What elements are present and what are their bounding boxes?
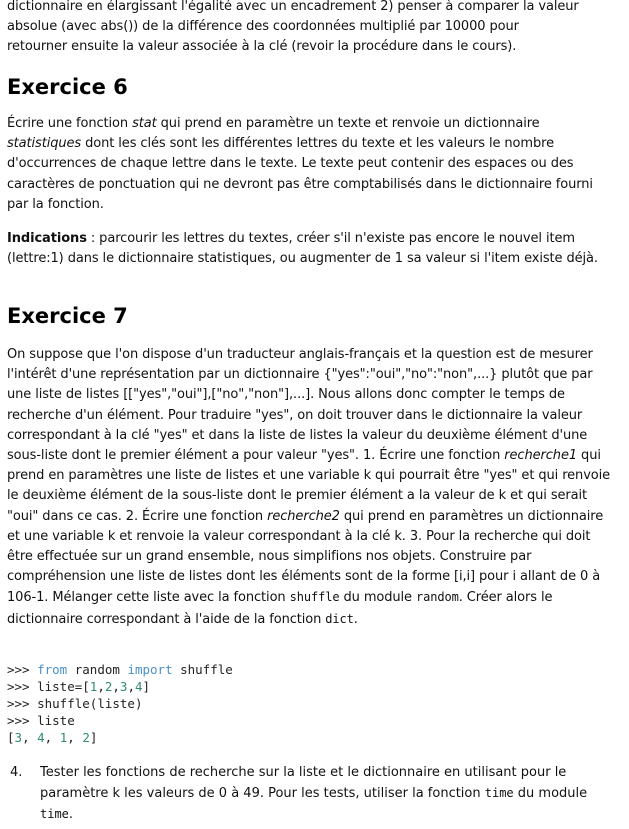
exercise-6-statement bbox=[7, 114, 613, 215]
intro-line: retourner ensuite la valeur associée à la clé (revoir la procédure dans le cours). bbox=[7, 39, 517, 55]
code-text: ] bbox=[89, 730, 98, 745]
code-text: liste bbox=[37, 713, 75, 728]
function-name-stat: stat bbox=[132, 116, 157, 131]
text-run: On suppose que l'on dispose d'un traducteur anglais-français et la question est de mesurer l'intérêt d'une représentation par un dictionnaire {"yes":"oui","no":"non",...} plutôt que par une liste de listes [["yes","oui"],["no","non"],...]. Nous allons donc compter le temps de recherche d'un élément. Pour traduire "yes", on doit trouver dans le dictionnaire la valeur correspondant à la clé "yes" et dans la liste de listes la valeur du deuxième élément d'une sous-liste dont le premier élément a pour valeur "yes". 1. Écrire une fonction bbox=[7, 347, 593, 464]
code-time-module: time bbox=[40, 807, 69, 822]
prompt: >>> bbox=[7, 696, 38, 711]
module-name: random bbox=[67, 662, 128, 677]
code-text: shuffle(liste) bbox=[37, 696, 143, 711]
number-literal: 4 bbox=[134, 679, 143, 694]
text-run: . bbox=[353, 611, 358, 627]
intro-line: absolue (avec abs()) de la différence des coordonnées multiplié par 10000 pour bbox=[7, 19, 519, 35]
text-run: Écrire une fonction bbox=[7, 116, 133, 131]
prompt: >>> bbox=[7, 713, 38, 728]
number-literal: 1 bbox=[89, 679, 98, 694]
function-name-recherche2: recherche2 bbox=[267, 508, 340, 524]
keyword-import: import bbox=[127, 662, 173, 677]
code-output-line: [3, 4, 1, 2] bbox=[7, 730, 98, 745]
code-dict: dict bbox=[325, 611, 354, 626]
keyword-from: from bbox=[37, 662, 68, 677]
code-line: >>> liste=[1,2,3,4] bbox=[7, 679, 151, 694]
number-literal: 2 bbox=[82, 730, 90, 745]
code-text: ] bbox=[142, 679, 151, 694]
text-run: qui prend en paramètre un texte et renvoie un dictionnaire bbox=[156, 116, 540, 131]
text-run: qui prend en paramètres une liste de listes et une variable k qui pourrait être "yes" et qui renvoie le deuxième élément de la sous-liste dont le premier élément a la valeur de k et qui serait "oui" dans ce cas. 2. Écrire une fonction bbox=[7, 448, 611, 524]
number-literal: 3 bbox=[119, 679, 128, 694]
function-name-recherche1: recherche1 bbox=[504, 448, 578, 464]
exercise-6-indications bbox=[7, 229, 613, 269]
code-text: [ bbox=[7, 730, 15, 745]
exercise-7-title: Exercice 7 bbox=[7, 304, 128, 328]
prompt: >>> bbox=[7, 679, 38, 694]
number-literal: 2 bbox=[104, 679, 113, 694]
number-literal: 3 bbox=[14, 730, 23, 745]
number-literal: 1 bbox=[59, 730, 68, 745]
import-name: shuffle bbox=[172, 662, 233, 677]
text-run: . bbox=[68, 807, 74, 823]
code-time-function: time bbox=[484, 786, 514, 801]
code-text: liste=[ bbox=[37, 679, 90, 694]
code-shuffle: shuffle bbox=[289, 590, 340, 605]
indications-label: Indications bbox=[7, 231, 87, 246]
text-run: dont les clés sont les différentes lettres du texte et les valeurs le nombre d'occurrences de chaque lettre dans le texte. Le texte peut contenir des espaces ou des caractères de ponctuation qui ne devront pas être comptabilisés dans le dictionnaire fourni par la fonction. bbox=[7, 136, 593, 212]
text-run: qui prend en paramètres un dictionnaire et une variable k et renvoie la valeur correspondant à la clé k. 3. Pour la recherche qui doit être effectuée sur un grand ensemble, nous simplifions nos objets. Construire par compréhension une liste de listes dont les éléments sont de la forme [i,i] pour i allant de 0 à 106-1. Mélanger cette liste avec la fonction bbox=[7, 508, 604, 606]
code-line bbox=[7, 712, 233, 729]
intro-line: dictionnaire en élargissant l'égalité avec un encadrement 2) penser à comparer la valeur bbox=[7, 0, 579, 14]
text-run: du module bbox=[339, 590, 416, 606]
exercise-6-title: Exercice 6 bbox=[7, 75, 128, 99]
number-literal: 4 bbox=[37, 730, 45, 745]
text-run: . Créer alors le dictionnaire correspondant à l'aide de la fonction bbox=[7, 590, 553, 627]
exercise-7-statement bbox=[7, 345, 613, 630]
intro-paragraph bbox=[7, 0, 613, 58]
prompt: >>> bbox=[7, 662, 38, 677]
code-line bbox=[7, 695, 233, 712]
code-line bbox=[7, 661, 233, 678]
list-marker: 4. bbox=[10, 765, 23, 780]
text-run: : parcourir les lettres du textes, créer s'il n'existe pas encore le nouvel item (lettre:1) dans le dictionnaire statistiques, ou augmenter de 1 sa valeur si l'item existe déjà. bbox=[7, 231, 598, 267]
text-run: Tester les fonctions de recherche sur la liste et le dictionnaire en utilisant pour le paramètre k les valeurs de 0 à 49. Pour les tests, utiliser la fonction bbox=[40, 765, 567, 802]
code-block bbox=[7, 661, 233, 746]
text-run: du module bbox=[513, 786, 588, 802]
list-item-text bbox=[40, 763, 613, 826]
code-random: random bbox=[415, 590, 459, 605]
term-statistiques: statistiques bbox=[7, 136, 82, 152]
